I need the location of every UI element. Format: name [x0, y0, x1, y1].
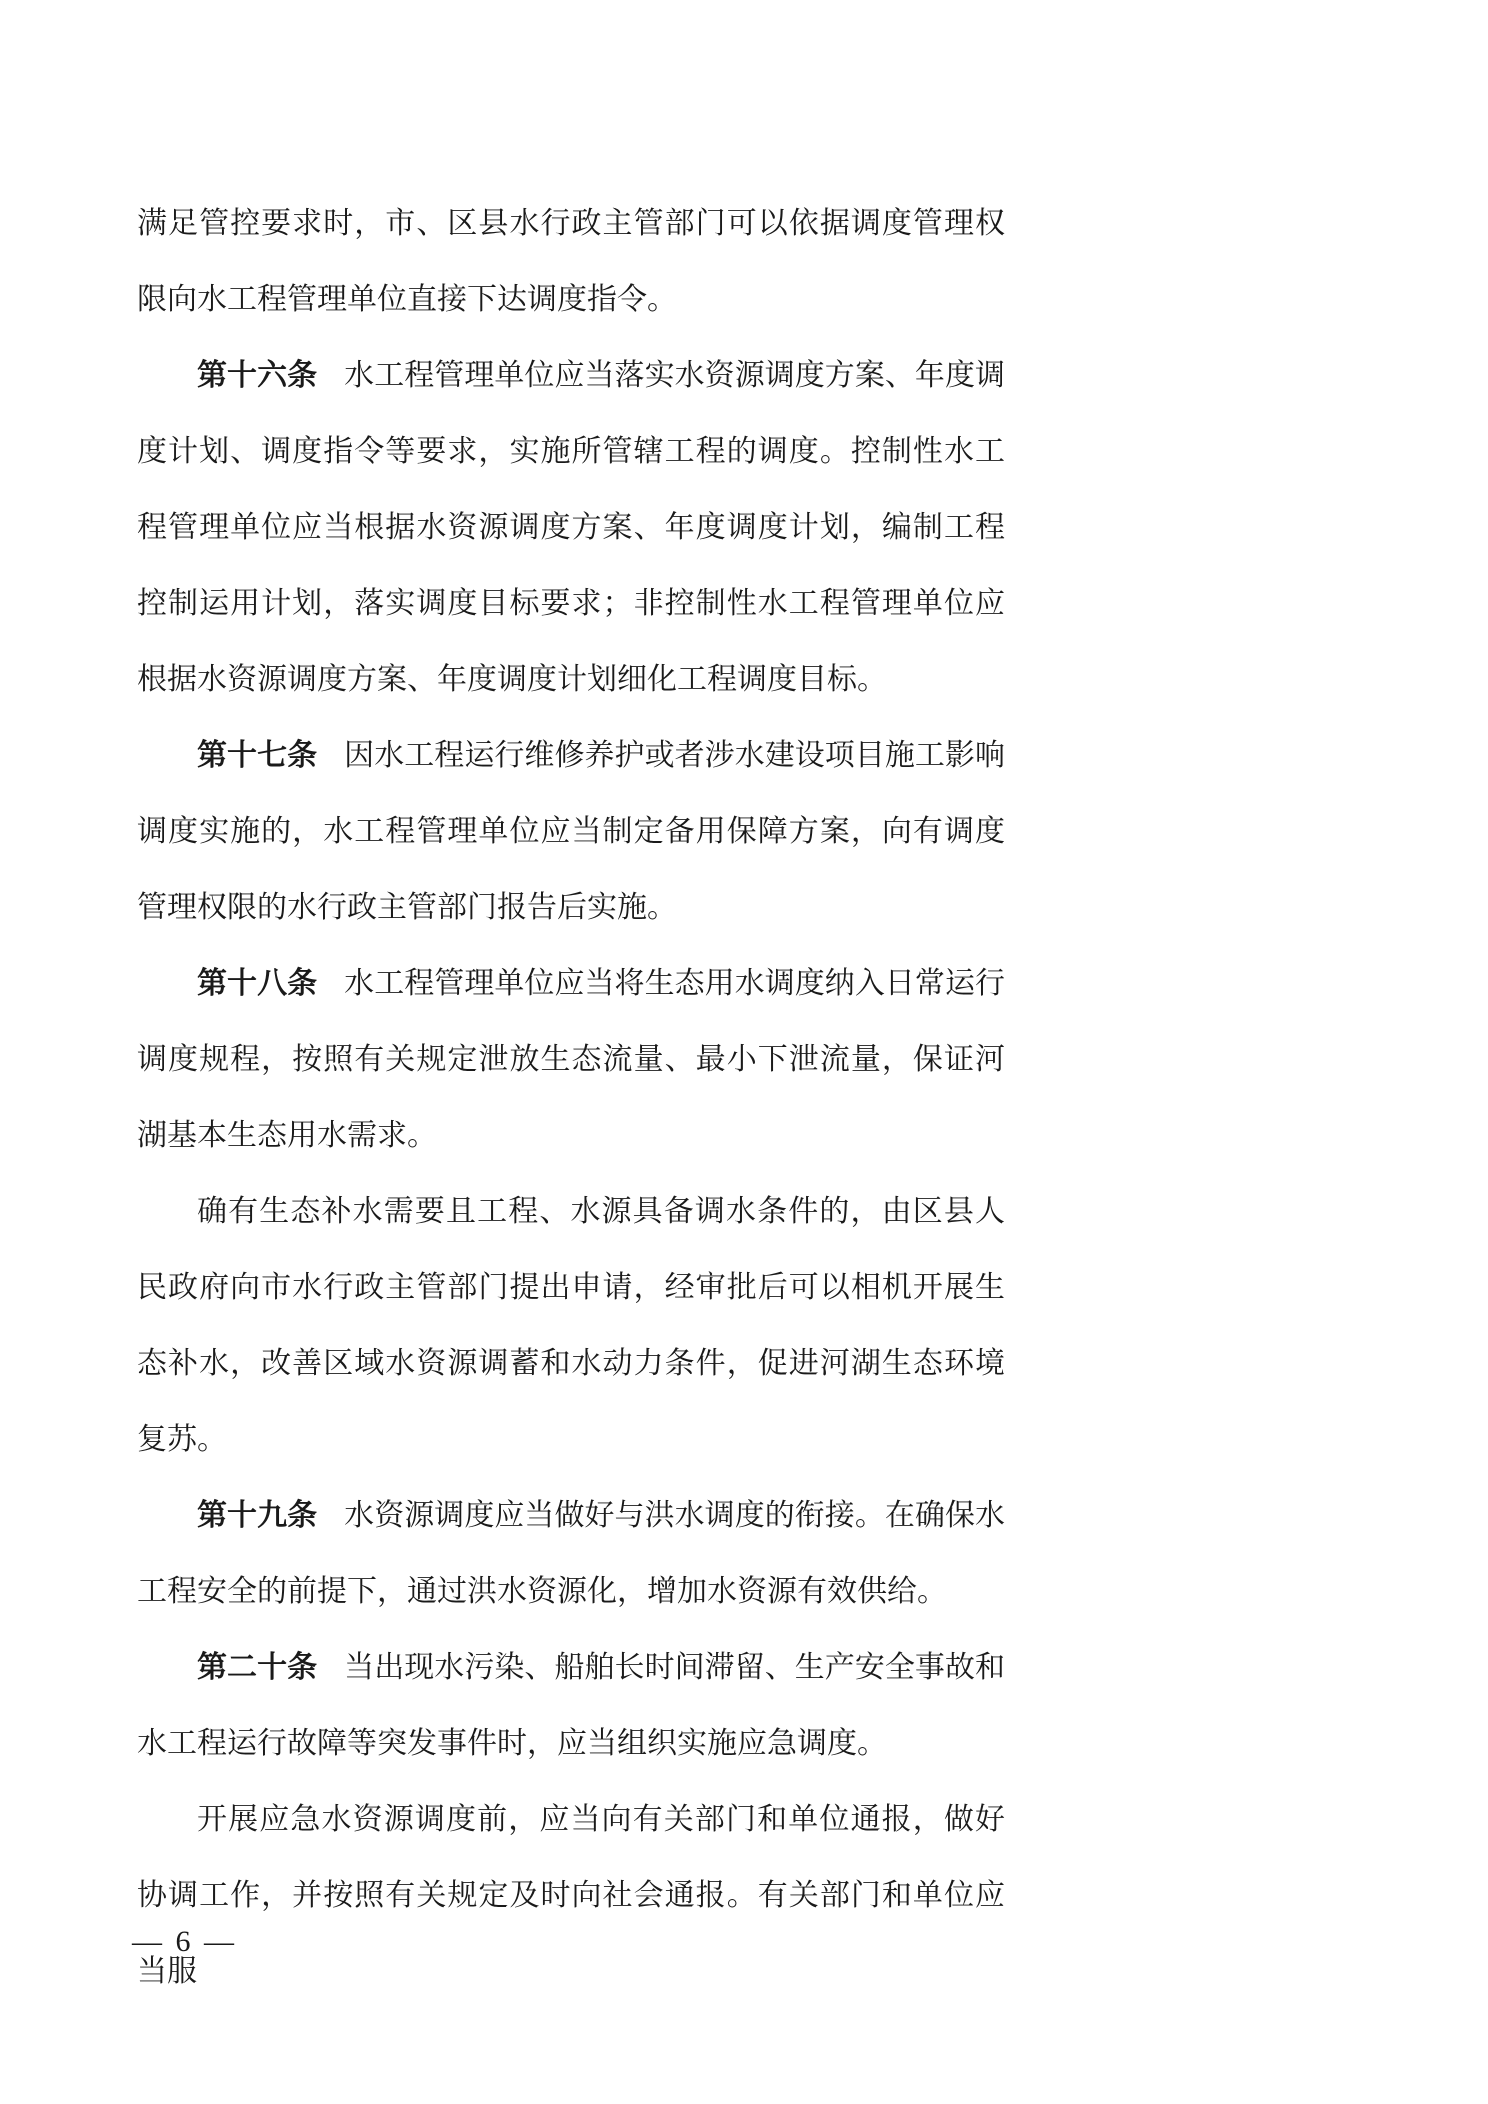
- paragraph: [137, 186, 1005, 338]
- paragraph: [137, 1174, 1005, 1478]
- paragraph-text: 水资源调度应当做好与洪水调度的衔接。在确保水工程安全的前提下，通过洪水资源化，增加水资源有效供给。: [137, 1499, 1006, 1608]
- paragraph: [137, 1478, 1005, 1630]
- article-number: 第二十条: [197, 1651, 318, 1684]
- paragraph: [137, 1630, 1005, 1782]
- paragraph-text: 水工程管理单位应当将生态用水调度纳入日常运行调度规程，按照有关规定泄放生态流量、最小下泄流量，保证河湖基本生态用水需求。: [137, 967, 1006, 1152]
- paragraph: [137, 718, 1005, 946]
- text-block: [137, 186, 1005, 2010]
- article-number: 第十八条: [197, 967, 318, 1000]
- paragraph-text: 确有生态补水需要且工程、水源具备调水条件的，由区县人民政府向市水行政主管部门提出申请，经审批后可以相机开展生态补水，改善区域水资源调蓄和水动力条件，促进河湖生态环境复苏。: [137, 1195, 1005, 1456]
- paragraph-text: 开展应急水资源调度前，应当向有关部门和单位通报，做好协调工作，并按照有关规定及时向社会通报。有关部门和单位应当服: [137, 1803, 1005, 1988]
- paragraph: [137, 338, 1005, 718]
- page-number: — 6 —: [132, 1925, 237, 1958]
- paragraph-text: 因水工程运行维修养护或者涉水建设项目施工影响调度实施的，水工程管理单位应当制定备用保障方案，向有调度管理权限的水行政主管部门报告后实施。: [137, 739, 1006, 924]
- paragraph-text: 满足管控要求时，市、区县水行政主管部门可以依据调度管理权限向水工程管理单位直接下达调度指令。: [137, 207, 1005, 316]
- paragraph: [137, 1782, 1005, 2010]
- paragraph-text: 水工程管理单位应当落实水资源调度方案、年度调度计划、调度指令等要求，实施所管辖工程的调度。控制性水工程管理单位应当根据水资源调度方案、年度调度计划，编制工程控制运用计划，落实调度目标要求；非控制性水工程管理单位应根据水资源调度方案、年度调度计划细化工程调度目标。: [137, 359, 1006, 696]
- article-number: 第十七条: [197, 739, 318, 772]
- article-number: 第十九条: [197, 1499, 318, 1532]
- paragraph-text: 当出现水污染、船舶长时间滞留、生产安全事故和水工程运行故障等突发事件时，应当组织实施应急调度。: [137, 1651, 1006, 1760]
- paragraph: [137, 946, 1005, 1174]
- article-number: 第十六条: [197, 359, 318, 392]
